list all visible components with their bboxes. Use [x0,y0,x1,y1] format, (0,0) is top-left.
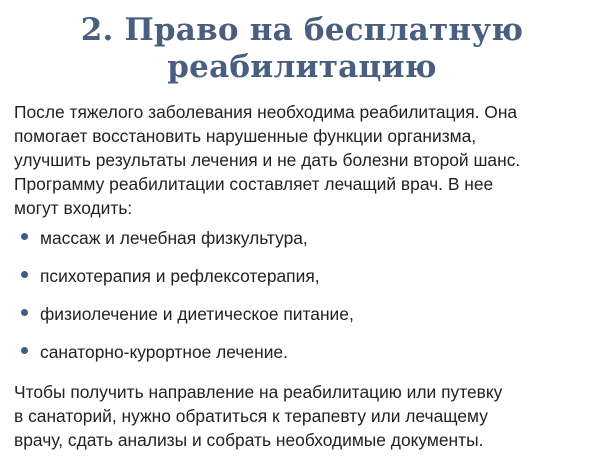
bullet-dot-icon [21,271,28,278]
list-item-text: физиолечение и диетическое питание, [40,304,354,324]
list-item-text: психотерапия и рефлексотерапия, [40,266,320,286]
list-item-text: санаторно-курортное лечение. [40,342,288,362]
bullet-dot-icon [21,347,28,354]
bullet-dot-icon [21,309,28,316]
title-line-1: 2. Право на бесплатную [80,12,524,48]
rehab-options-list [14,226,590,364]
bullet-dot-icon [21,233,28,240]
list-item [14,302,590,326]
list-item [14,226,590,250]
intro-line: помогает восстановить нарушенные функции организма, [14,126,477,146]
intro-line: После тяжелого заболевания необходима реабилитация. Она [14,102,518,122]
outro-line: Чтобы получить направление на реабилитацию или путевку [14,382,503,402]
outro-line: в санаторий, нужно обратиться к терапевту или лечащему [14,406,488,426]
list-item-text: массаж и лечебная физкультура, [40,228,308,248]
title-line-2: реабилитацию [167,49,437,85]
outro-paragraph [14,380,590,452]
list-item [14,264,590,288]
intro-line: могут входить: [14,198,133,218]
intro-line: улучшить результаты лечения и не дать болезни второй шанс. [14,150,521,170]
intro-line: Программу реабилитации составляет лечащий врач. В нее [14,174,494,194]
intro-paragraph [14,100,590,220]
outro-line: врачу, сдать анализы и собрать необходимые документы. [14,430,484,450]
page-title [14,12,590,86]
list-item [14,340,590,364]
